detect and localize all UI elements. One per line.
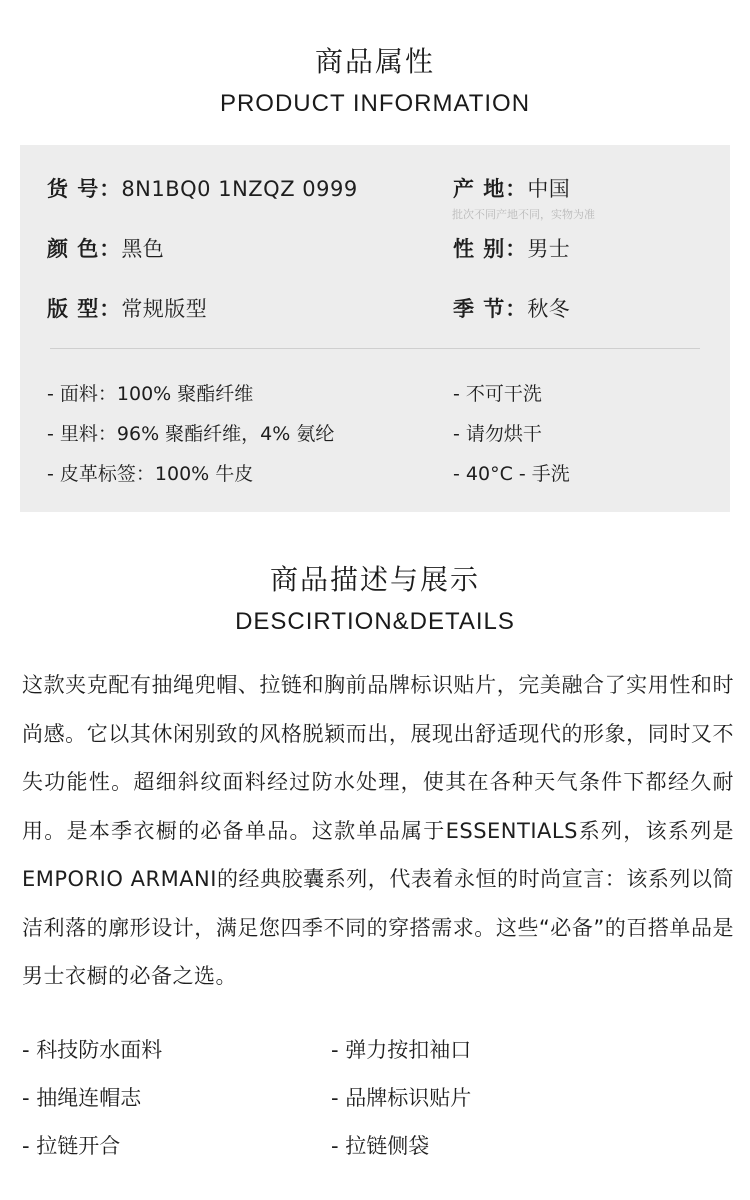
attr-fit (47, 293, 207, 323)
attr-gender (453, 233, 570, 263)
product-description: 这款夹克配有抽绳兜帽、拉链和胸前品牌标识贴片，完美融合了实用性和时尚感。它以其休闲别致的风格脱颖而出，展现出舒适现代的形象，同时又不失功能性。超细斜纹面料经过防水处理，使其在各种天气条件下都经久耐用。是本季衣橱的必备单品。这款单品属于ESSENTIALS系列，该系列是EMPORIO ARMANI的经典胶囊系列，代表着永恒的时尚宣言：该系列以简洁利落的廓形设计，满足您四季不同的穿搭需求。这些“必备”的百搭单品是男士衣橱的必备之选。 (22, 673, 734, 988)
feature-item: - 拉链侧袋 (331, 1134, 430, 1158)
care-item: - 请勿烘干 (453, 423, 542, 445)
product-info-title-en: PRODUCT INFORMATION (219, 90, 531, 117)
attr-color-value: 黑色 (121, 237, 165, 261)
attr-gender-value: 男士 (527, 237, 571, 261)
origin-note: 批次不同产地不同，实物为准 (452, 208, 595, 221)
attr-gender-label: 性 别： (453, 237, 528, 261)
material-item: - 皮革标签：100% 牛皮 (47, 463, 254, 485)
description-title-en: DESCIRTION&DETAILS (235, 608, 515, 635)
attr-color-label: 颜 色： (47, 237, 122, 261)
feature-item: - 拉链开合 (22, 1134, 121, 1158)
feature-item: - 品牌标识贴片 (331, 1086, 472, 1110)
attr-origin-value: 中国 (527, 177, 571, 201)
attr-sku-label: 货 号： (47, 177, 122, 201)
material-item: - 面料：100% 聚酯纤维 (47, 383, 254, 405)
material-item: - 里料：96% 聚酯纤维，4% 氨纶 (47, 423, 335, 445)
care-item: - 40°C - 手洗 (453, 463, 570, 485)
attr-sku-value: 8N1BQ0 1NZQZ 0999 (121, 177, 358, 201)
feature-item: - 科技防水面料 (22, 1038, 163, 1062)
feature-item: - 弹力按扣袖口 (331, 1038, 472, 1062)
product-info-title-cn: 商品属性 (314, 45, 435, 78)
attr-season-label: 季 节： (453, 297, 528, 321)
attr-origin (453, 173, 570, 203)
product-attributes-panel (20, 145, 730, 512)
divider (50, 348, 700, 349)
care-item: - 不可干洗 (453, 383, 542, 405)
attr-fit-label: 版 型： (47, 297, 122, 321)
attr-origin-label: 产 地： (453, 177, 528, 201)
attr-fit-value: 常规版型 (121, 297, 208, 321)
attr-season-value: 秋冬 (527, 297, 571, 321)
attr-season (453, 293, 570, 323)
feature-item: - 抽绳连帽志 (22, 1086, 142, 1110)
description-title-cn: 商品描述与展示 (269, 563, 480, 596)
attr-color (47, 233, 164, 263)
attr-sku (47, 173, 358, 203)
